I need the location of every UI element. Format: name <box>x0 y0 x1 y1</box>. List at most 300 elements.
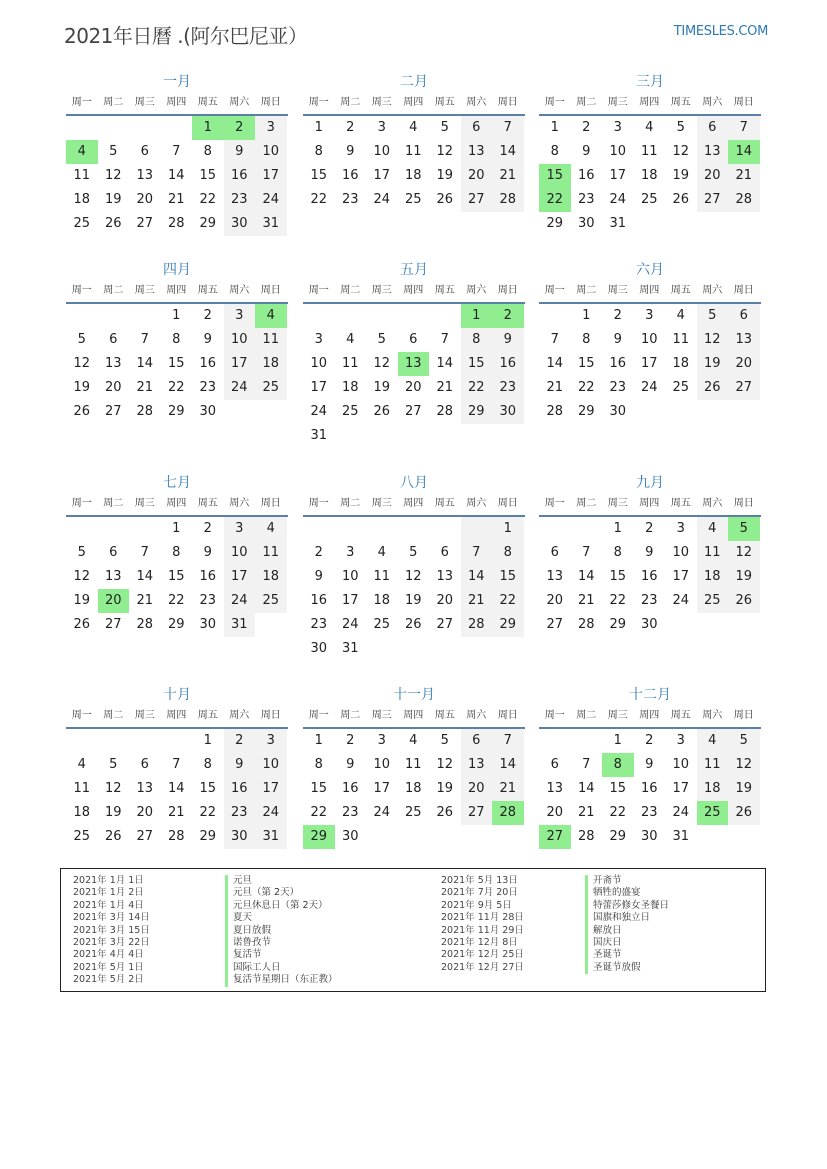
day-cell: 21 <box>461 589 493 613</box>
day-cell: 23 <box>640 805 658 820</box>
empty-cell <box>161 729 193 753</box>
day-cell: 21 <box>577 593 595 608</box>
holiday-name: 特蕾莎修女圣餐日 <box>585 900 669 912</box>
holiday-name: 元旦（第 2天） <box>225 887 338 899</box>
month-calendar <box>303 685 525 849</box>
day-cell: 27 <box>546 617 564 632</box>
weekday-label: 周日 <box>733 285 754 296</box>
empty-cell <box>335 304 367 328</box>
day-cell: 27 <box>461 801 493 825</box>
holiday-date: 2021年 12月 27日 <box>441 961 524 973</box>
day-cell: 22 <box>461 376 493 400</box>
day-cell: 6 <box>697 116 729 140</box>
weekday-label: 周四 <box>166 285 187 296</box>
month-title: 七月 <box>163 475 191 491</box>
day-cell: 15 <box>609 781 627 796</box>
day-cell: 4 <box>697 517 729 541</box>
weekday-label: 周二 <box>340 285 361 296</box>
day-cell: 1 <box>492 517 524 541</box>
month-calendar <box>66 260 288 424</box>
day-cell: 5 <box>440 120 449 135</box>
holiday-date: 2021年 1月 4日 <box>73 899 144 911</box>
day-cell: 12 <box>697 328 729 352</box>
day-cell: 9 <box>203 545 212 560</box>
holiday-list <box>60 868 766 992</box>
weekday-label: 周日 <box>733 498 754 509</box>
day-cell: 16 <box>224 777 256 801</box>
holiday-date: 2021年 3月 15日 <box>73 924 150 936</box>
weekday-label: 周日 <box>260 498 281 509</box>
day-cell: 18 <box>341 380 359 395</box>
day-cell: 17 <box>672 781 690 796</box>
weekday-label: 周四 <box>403 498 424 509</box>
day-grid <box>303 729 525 849</box>
day-cell: 24 <box>672 593 690 608</box>
month-calendar <box>66 473 288 637</box>
day-cell: 15 <box>167 569 185 584</box>
day-cell: 2 <box>613 308 622 323</box>
day-cell: 16 <box>577 168 595 183</box>
day-cell: 8 <box>550 144 559 159</box>
day-cell: 14 <box>492 140 524 164</box>
day-cell: 16 <box>492 352 524 376</box>
day-cell: 16 <box>199 356 217 371</box>
day-cell: 18 <box>404 781 422 796</box>
day-cell: 23 <box>224 801 256 825</box>
day-cell: 10 <box>672 545 690 560</box>
day-cell: 30 <box>224 212 256 236</box>
day-cell: 21 <box>546 380 564 395</box>
day-cell: 15 <box>609 569 627 584</box>
day-cell: 23 <box>341 192 359 207</box>
day-grid <box>66 517 288 637</box>
day-cell: 7 <box>492 729 524 753</box>
day-cell: 6 <box>550 545 559 560</box>
weekday-label: 周一 <box>71 285 92 296</box>
day-cell: 25 <box>373 617 391 632</box>
empty-cell <box>429 304 461 328</box>
day-cell: 25 <box>672 380 690 395</box>
day-cell: 3 <box>346 545 355 560</box>
day-cell: 20 <box>136 192 154 207</box>
day-cell: 28 <box>136 404 154 419</box>
empty-cell <box>571 517 603 541</box>
day-cell: 10 <box>373 144 391 159</box>
day-cell: 7 <box>140 545 149 560</box>
day-cell: 31 <box>609 216 627 231</box>
holiday-date: 2021年 4月 4日 <box>73 949 144 961</box>
day-cell: 4 <box>77 757 86 772</box>
day-cell: 10 <box>310 356 328 371</box>
weekday-label: 周二 <box>103 285 124 296</box>
day-cell: 20 <box>461 777 493 801</box>
day-cell: 22 <box>199 805 217 820</box>
day-cell: 18 <box>373 593 391 608</box>
weekday-label: 周二 <box>340 498 361 509</box>
site-link[interactable]: TIMESLES.COM <box>673 24 768 39</box>
holiday-dates-left <box>73 875 150 987</box>
day-cell: 7 <box>582 545 591 560</box>
weekday-label: 周五 <box>434 97 455 108</box>
day-cell: 17 <box>341 593 359 608</box>
weekday-label: 周六 <box>229 97 250 108</box>
weekday-label: 周四 <box>639 285 660 296</box>
holiday-date: 2021年 11月 29日 <box>441 924 524 936</box>
day-cell: 10 <box>373 757 391 772</box>
holiday-day-cell: 15 <box>539 164 571 188</box>
day-cell: 6 <box>461 729 493 753</box>
day-cell: 20 <box>404 380 422 395</box>
day-cell: 20 <box>546 593 564 608</box>
weekday-label: 周三 <box>607 97 628 108</box>
day-cell: 23 <box>199 593 217 608</box>
day-cell: 13 <box>546 569 564 584</box>
day-cell: 8 <box>492 541 524 565</box>
weekday-label: 周五 <box>197 710 218 721</box>
day-cell: 12 <box>672 144 690 159</box>
weekday-label: 周二 <box>576 710 597 721</box>
day-cell: 17 <box>255 777 287 801</box>
day-cell: 22 <box>609 805 627 820</box>
day-cell: 12 <box>404 569 422 584</box>
day-cell: 2 <box>203 308 212 323</box>
day-cell: 23 <box>609 380 627 395</box>
day-cell: 20 <box>136 805 154 820</box>
day-cell: 21 <box>167 192 185 207</box>
weekday-label: 周一 <box>308 285 329 296</box>
day-cell: 16 <box>609 356 627 371</box>
day-cell: 13 <box>461 753 493 777</box>
holiday-day-cell: 2 <box>492 304 524 328</box>
day-cell: 14 <box>167 781 185 796</box>
day-cell: 12 <box>104 781 122 796</box>
day-cell: 13 <box>436 569 454 584</box>
day-cell: 16 <box>341 168 359 183</box>
empty-cell <box>539 729 571 753</box>
day-cell: 14 <box>546 356 564 371</box>
day-cell: 30 <box>609 404 627 419</box>
day-cell: 29 <box>461 400 493 424</box>
day-cell: 26 <box>104 829 122 844</box>
holiday-name: 复活节星期日（东正教） <box>225 974 338 986</box>
day-cell: 14 <box>492 753 524 777</box>
holiday-name: 牺牲的盛宴 <box>585 887 669 899</box>
day-cell: 11 <box>672 332 690 347</box>
empty-cell <box>366 304 398 328</box>
day-cell: 28 <box>728 188 760 212</box>
page-title: 2021年日曆 .(阿尔巴尼亚） <box>64 24 308 48</box>
month-title: 四月 <box>163 262 191 278</box>
day-cell: 27 <box>436 617 454 632</box>
holiday-day-cell: 28 <box>492 801 524 825</box>
day-cell: 7 <box>582 757 591 772</box>
day-cell: 4 <box>377 545 386 560</box>
day-grid <box>539 304 761 424</box>
holiday-day-cell: 1 <box>192 116 224 140</box>
day-cell: 11 <box>255 541 287 565</box>
day-cell: 31 <box>341 641 359 656</box>
weekday-label: 周一 <box>308 710 329 721</box>
day-cell: 25 <box>404 805 422 820</box>
weekday-label: 周三 <box>134 498 155 509</box>
day-grid <box>66 116 288 236</box>
day-cell: 1 <box>582 308 591 323</box>
day-cell: 24 <box>341 617 359 632</box>
day-cell: 7 <box>140 332 149 347</box>
day-cell: 25 <box>697 589 729 613</box>
day-cell: 16 <box>341 781 359 796</box>
day-cell: 12 <box>373 356 391 371</box>
day-cell: 7 <box>492 116 524 140</box>
empty-cell <box>398 304 430 328</box>
month-title: 五月 <box>400 262 428 278</box>
weekday-header <box>303 705 525 729</box>
day-cell: 19 <box>373 380 391 395</box>
day-cell: 26 <box>73 404 91 419</box>
empty-cell <box>129 729 161 753</box>
day-cell: 20 <box>461 164 493 188</box>
weekday-label: 周六 <box>466 97 487 108</box>
weekday-label: 周三 <box>371 710 392 721</box>
weekday-label: 周六 <box>702 285 723 296</box>
day-cell: 13 <box>546 781 564 796</box>
month-calendar <box>303 72 525 212</box>
day-cell: 10 <box>609 144 627 159</box>
day-cell: 12 <box>728 541 760 565</box>
day-cell: 25 <box>341 404 359 419</box>
day-cell: 11 <box>73 781 91 796</box>
day-cell: 15 <box>310 168 328 183</box>
day-cell: 24 <box>224 376 256 400</box>
day-cell: 11 <box>73 168 91 183</box>
day-cell: 9 <box>582 144 591 159</box>
weekday-label: 周日 <box>260 285 281 296</box>
weekday-label: 周五 <box>434 285 455 296</box>
day-cell: 5 <box>728 729 760 753</box>
day-cell: 31 <box>255 212 287 236</box>
weekday-label: 周三 <box>371 498 392 509</box>
month-title: 八月 <box>400 475 428 491</box>
day-cell: 2 <box>203 521 212 536</box>
day-cell: 17 <box>224 565 256 589</box>
day-cell: 27 <box>104 617 122 632</box>
day-cell: 21 <box>436 380 454 395</box>
day-cell: 3 <box>377 733 386 748</box>
empty-cell <box>429 517 461 541</box>
weekday-label: 周一 <box>544 97 565 108</box>
day-cell: 22 <box>167 380 185 395</box>
weekday-label: 周四 <box>403 285 424 296</box>
weekday-label: 周一 <box>308 498 329 509</box>
holiday-day-cell: 4 <box>66 140 98 164</box>
month-calendar <box>66 685 288 849</box>
weekday-label: 周二 <box>340 710 361 721</box>
weekday-header <box>539 493 761 517</box>
day-cell: 5 <box>377 332 386 347</box>
day-cell: 6 <box>140 757 149 772</box>
day-cell: 14 <box>436 356 454 371</box>
day-cell: 4 <box>676 308 685 323</box>
day-cell: 8 <box>203 144 212 159</box>
holiday-name: 解放日 <box>585 925 669 937</box>
day-cell: 18 <box>697 565 729 589</box>
day-cell: 3 <box>224 517 256 541</box>
month-calendar <box>66 72 288 236</box>
day-cell: 6 <box>440 545 449 560</box>
day-cell: 25 <box>255 589 287 613</box>
day-cell: 25 <box>255 376 287 400</box>
day-cell: 2 <box>346 733 355 748</box>
weekday-label: 周三 <box>134 285 155 296</box>
day-grid <box>303 517 525 661</box>
day-cell: 28 <box>546 404 564 419</box>
holiday-day-cell: 29 <box>303 825 335 849</box>
day-cell: 23 <box>577 192 595 207</box>
holiday-day-cell: 4 <box>255 304 287 328</box>
empty-cell <box>539 304 571 328</box>
day-cell: 2 <box>582 120 591 135</box>
day-cell: 30 <box>341 829 359 844</box>
day-cell: 24 <box>310 404 328 419</box>
weekday-label: 周四 <box>166 710 187 721</box>
day-cell: 17 <box>609 168 627 183</box>
day-cell: 26 <box>73 617 91 632</box>
day-cell: 19 <box>672 168 690 183</box>
day-cell: 20 <box>104 380 122 395</box>
weekday-label: 周六 <box>466 285 487 296</box>
day-cell: 24 <box>373 805 391 820</box>
weekday-label: 周一 <box>308 97 329 108</box>
weekday-header <box>303 92 525 116</box>
day-cell: 5 <box>77 545 86 560</box>
empty-cell <box>129 304 161 328</box>
day-cell: 16 <box>199 569 217 584</box>
day-cell: 28 <box>492 188 524 212</box>
empty-cell <box>98 729 130 753</box>
day-cell: 22 <box>167 593 185 608</box>
holiday-name: 元旦休息日（第 2天） <box>225 900 338 912</box>
day-cell: 22 <box>310 805 328 820</box>
weekday-header <box>303 280 525 304</box>
holiday-date: 2021年 9月 5日 <box>441 899 512 911</box>
day-cell: 19 <box>728 565 760 589</box>
day-cell: 7 <box>550 332 559 347</box>
day-cell: 29 <box>167 404 185 419</box>
day-cell: 30 <box>310 641 328 656</box>
empty-cell <box>161 116 193 140</box>
day-cell: 19 <box>104 192 122 207</box>
holiday-date: 2021年 7月 20日 <box>441 887 518 899</box>
day-cell: 22 <box>492 589 524 613</box>
weekday-label: 周五 <box>670 498 691 509</box>
day-cell: 15 <box>199 781 217 796</box>
weekday-label: 周五 <box>670 97 691 108</box>
day-cell: 9 <box>224 753 256 777</box>
day-cell: 5 <box>77 332 86 347</box>
day-cell: 24 <box>373 192 391 207</box>
day-cell: 1 <box>172 308 181 323</box>
day-cell: 24 <box>255 188 287 212</box>
weekday-label: 周四 <box>166 498 187 509</box>
holiday-date: 2021年 5月 13日 <box>441 875 518 886</box>
day-cell: 21 <box>136 380 154 395</box>
holiday-date: 2021年 11月 28日 <box>441 912 524 924</box>
day-cell: 10 <box>341 569 359 584</box>
day-cell: 8 <box>613 545 622 560</box>
day-cell: 8 <box>582 332 591 347</box>
day-cell: 28 <box>436 404 454 419</box>
empty-cell <box>303 517 335 541</box>
day-cell: 9 <box>224 140 256 164</box>
holiday-name: 国旗和独立日 <box>585 912 669 924</box>
day-cell: 3 <box>645 308 654 323</box>
day-cell: 18 <box>697 777 729 801</box>
day-cell: 2 <box>645 521 654 536</box>
day-cell: 9 <box>613 332 622 347</box>
weekday-label: 周一 <box>544 710 565 721</box>
day-cell: 26 <box>373 404 391 419</box>
day-cell: 15 <box>167 356 185 371</box>
day-cell: 14 <box>167 168 185 183</box>
weekday-header <box>303 493 525 517</box>
weekday-label: 周六 <box>702 710 723 721</box>
month-calendar <box>539 473 761 637</box>
day-cell: 15 <box>461 352 493 376</box>
day-cell: 12 <box>436 144 454 159</box>
day-cell: 22 <box>199 192 217 207</box>
weekday-label: 周六 <box>229 710 250 721</box>
month-calendar <box>303 473 525 661</box>
weekday-header <box>539 705 761 729</box>
day-cell: 30 <box>224 825 256 849</box>
day-cell: 17 <box>672 569 690 584</box>
day-cell: 27 <box>104 404 122 419</box>
day-cell: 8 <box>461 328 493 352</box>
weekday-label: 周三 <box>607 710 628 721</box>
day-cell: 10 <box>224 541 256 565</box>
day-cell: 24 <box>224 589 256 613</box>
day-cell: 30 <box>577 216 595 231</box>
day-cell: 25 <box>640 192 658 207</box>
weekday-label: 周六 <box>702 97 723 108</box>
day-cell: 23 <box>224 188 256 212</box>
day-cell: 11 <box>404 757 422 772</box>
day-cell: 11 <box>640 144 658 159</box>
day-cell: 25 <box>73 216 91 231</box>
weekday-label: 周五 <box>434 710 455 721</box>
weekday-label: 周六 <box>229 498 250 509</box>
empty-cell <box>98 116 130 140</box>
weekday-label: 周三 <box>134 97 155 108</box>
month-calendar <box>539 685 761 849</box>
day-cell: 1 <box>314 120 323 135</box>
day-cell: 21 <box>492 777 524 801</box>
day-cell: 6 <box>461 116 493 140</box>
holiday-date: 2021年 3月 14日 <box>73 912 150 924</box>
day-cell: 26 <box>672 192 690 207</box>
day-cell: 26 <box>436 805 454 820</box>
weekday-label: 周二 <box>576 97 597 108</box>
weekday-label: 周日 <box>497 285 518 296</box>
day-cell: 19 <box>436 781 454 796</box>
day-cell: 14 <box>136 356 154 371</box>
day-cell: 29 <box>546 216 564 231</box>
weekday-header <box>539 92 761 116</box>
day-cell: 14 <box>577 569 595 584</box>
day-cell: 2 <box>346 120 355 135</box>
day-cell: 9 <box>346 144 355 159</box>
month-title: 一月 <box>163 74 191 90</box>
